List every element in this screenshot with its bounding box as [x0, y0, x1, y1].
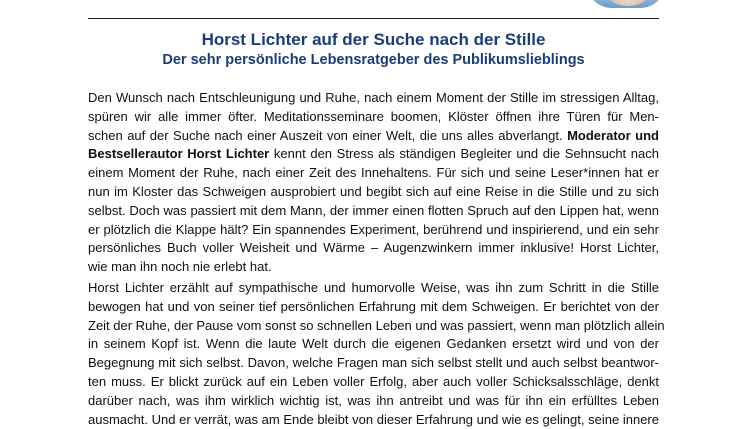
author-face: [608, 0, 648, 6]
text-segment: kennt den Stress als ständigen Begleiter und die Sehnsucht nach: [273, 146, 659, 162]
bold-text: Bestsellerautor Horst Lichter: [88, 146, 270, 162]
text-line: ten muss. Er blickt zurück auf ein Leben voller Erfolg, aber auch voller Schicksalsschläge, denkt: [88, 373, 659, 389]
text-segment: schen auf der Suche nach einer Auszeit von einer Welt, die uns alles abverlangt.: [88, 127, 563, 143]
text-line: Horst Lichter erzählt auf sympathische und humorvolle Weise, was ihn zum Schritt in die Stille: [88, 280, 659, 295]
paragraph-2: [88, 279, 665, 429]
text-line: bewogen hat und von seiner tief persönlichen Erfahrung mit dem Schweigen. Er berichtet von der: [88, 298, 659, 314]
text-line: ausmacht. Und er verrät, was am Ende bleibt von dieser Erfahrung und wie es gelingt, seine innere: [88, 411, 659, 427]
text-line: in seinem Kopf ist. Wenn die laute Welt durch die eigenen Gedanken ersetzt wird und von der: [88, 336, 659, 352]
document-title: Horst Lichter auf der Suche nach der Stille: [201, 30, 546, 49]
text-line: spüren wir alle immer öfter. Meditationsseminare boomen, Klöster öffnen ihre Türen für Men-: [88, 108, 659, 124]
paragraph-1: [88, 89, 659, 277]
text-line: einem Moment der Ruhe, nach einer Zeit des Innehaltens. Für sich und seine Leser*innen hat er: [88, 165, 659, 181]
document-subtitle: Der sehr persönliche Lebensratgeber des Publikumslieblings: [162, 52, 585, 68]
text-line: wie man ihn noch nie erlebt hat.: [88, 259, 272, 275]
author-photo: [586, 0, 666, 8]
text-line: selbst. Doch was passiert mit dem Mann, der immer einen flotten Spruch auf den Lippen hat, wenn: [88, 202, 659, 218]
bold-text: Moderator und: [567, 127, 659, 143]
text-line: [88, 127, 659, 146]
text-line: Den Wunsch nach Entschleunigung und Ruhe, nach einem Moment der Stille im stressigen Alltag,: [88, 90, 659, 105]
text-line: er plötzlich die Klappe hält? Ein spannendes Experiment, berührend und inspirierend, und ein sehr: [88, 221, 659, 237]
text-line: [88, 145, 659, 164]
text-line: persönliches Buch voller Weisheit und Wärme – Augenzwinkern immer inklusive! Horst Lichter,: [88, 240, 659, 256]
header-divider: [88, 18, 659, 19]
text-line: Zeit der Ruhe, der Pause vom sonst so schnellen Leben und was passiert, wenn man plötzlich allein: [88, 317, 665, 333]
text-line: darüber nach, was ihm wirklich wichtig ist, was ihn antreibt und was für ihn ein erfülltes Leben: [88, 392, 659, 408]
text-line: Begegnung mit sich selbst. Davon, welche Fragen man sich selbst stellt und auch selbst beantwor-: [88, 355, 659, 371]
text-line: nun im Kloster das Schweigen ausprobiert und begibt sich auf eine Reise in die Stille und zu sich: [88, 183, 659, 199]
